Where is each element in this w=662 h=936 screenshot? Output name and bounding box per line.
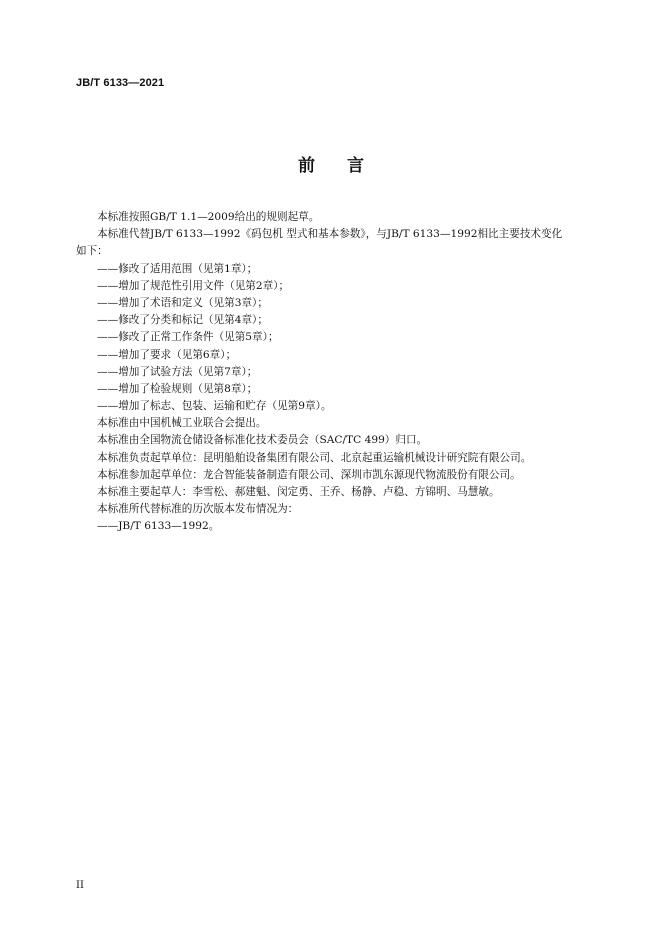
change-item: ——增加了术语和定义（见第3章）； — [97, 296, 268, 309]
paragraph-committee: 本标准由全国物流仓储设备标准化技术委员会（SAC/TC 499）归口。 — [97, 434, 428, 447]
change-item: ——增加了规范性引用文件（见第2章）； — [97, 279, 290, 292]
standard-code-header: JB/T 6133—2021 — [76, 77, 165, 89]
paragraph-drafting-rules: 本标准按照GB/T 1.1—2009给出的规则起草。 — [97, 211, 320, 223]
paragraph-replacement-line1: 本标准代替JB/T 6133—1992《码包机 型式和基本参数》，与JB/T 6133—1992相比主要技术变化 — [97, 228, 563, 241]
change-item: ——增加了检验规则（见第8章）； — [97, 382, 258, 395]
change-item: ——修改了分类和标记（见第4章）； — [97, 314, 268, 327]
page-number: II — [76, 880, 84, 891]
paragraph-responsible-units: 本标准负责起草单位：昆明船舶设备集团有限公司、北京起重运输机械设计研究院有限公司。 — [97, 451, 532, 464]
history-item: ——JB/T 6133—1992。 — [97, 520, 220, 533]
page-title: 前言 — [298, 156, 396, 176]
change-item: ——修改了正常工作条件（见第5章）； — [97, 331, 279, 344]
paragraph-drafters: 本标准主要起草人：李雪松、郝建魁、闵定勇、王乔、杨静、卢稳、方锦明、马慧敏。 — [97, 486, 500, 498]
foreword-body — [76, 209, 596, 536]
change-item: ——增加了试验方法（见第7章）； — [97, 365, 258, 378]
change-item: ——增加了要求（见第6章）； — [97, 348, 237, 361]
paragraph-proposer: 本标准由中国机械工业联合会提出。 — [97, 417, 267, 430]
paragraph-replacement-line2: 如下： — [76, 245, 108, 258]
change-item: ——修改了适用范围（见第1章）； — [97, 262, 258, 275]
change-item: ——增加了标志、包装、运输和贮存（见第9章）。 — [97, 400, 332, 413]
paragraph-history-intro: 本标准所代替标准的历次版本发布情况为： — [97, 503, 299, 516]
paragraph-participating-units: 本标准参加起草单位：龙合智能装备制造有限公司、深圳市凯东源现代物流股份有限公司。 — [97, 468, 521, 481]
